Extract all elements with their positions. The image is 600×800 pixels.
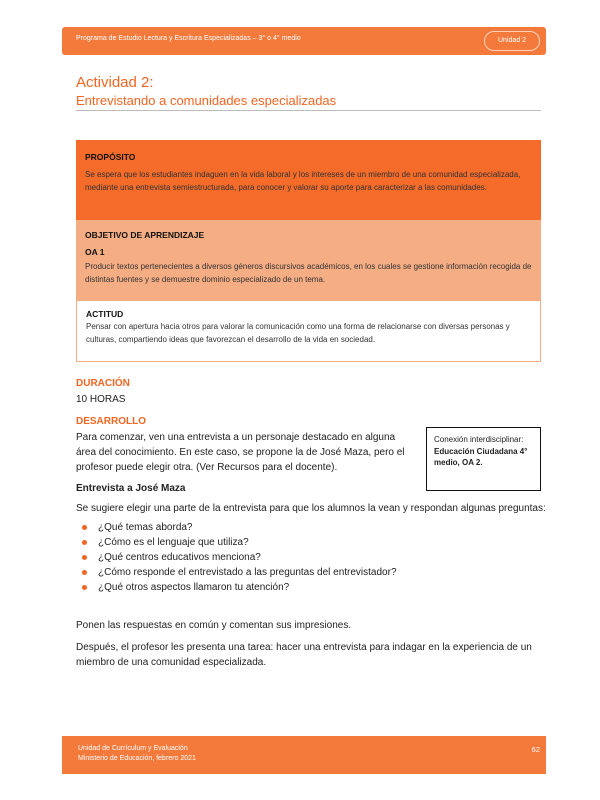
activity-subtitle: Entrevistando a comunidades especializadas bbox=[76, 93, 337, 108]
page-number: 62 bbox=[531, 745, 540, 754]
bullet-icon bbox=[82, 540, 87, 545]
proposito-box bbox=[76, 140, 541, 220]
connection-subject: Educación Ciudadana 4° medio, OA 2. bbox=[434, 446, 528, 467]
activity-title: Actividad 2: bbox=[76, 74, 154, 91]
bullet-icon bbox=[82, 555, 87, 560]
duracion-value: 10 HORAS bbox=[76, 394, 126, 405]
list-item: ¿Qué otros aspectos llamaron tu atención? bbox=[82, 580, 397, 595]
list-item: ¿Cómo es el lenguaje que utiliza? bbox=[82, 535, 397, 550]
actitud-box bbox=[76, 300, 541, 362]
unit-badge: Unidad 2 bbox=[484, 31, 540, 51]
list-item: ¿Qué temas aborda? bbox=[82, 520, 397, 535]
program-title: Programa de Estudio Lectura y Escritura Especializadas – 3° o 4° medio bbox=[76, 35, 301, 42]
connection-label: Conexión interdisciplinar: bbox=[434, 435, 524, 444]
objetivo-heading: OBJETIVO DE APRENDIZAJE bbox=[85, 230, 205, 240]
footer-unit: Unidad de Currículum y Evaluación bbox=[78, 745, 188, 752]
oa-label: OA 1 bbox=[85, 247, 105, 257]
interview-title: Entrevista a José Maza bbox=[76, 483, 186, 494]
desarrollo-intro: Para comenzar, ven una entrevista a un personaje destacado en alguna área del conocimiento. En este caso, se propone la de José Maza, pero el profesor puede elegir otra. (Ver Recursos para el docente). bbox=[76, 432, 405, 473]
bullet-icon bbox=[82, 525, 87, 530]
footer-bar bbox=[62, 736, 546, 774]
proposito-heading: PROPÓSITO bbox=[85, 152, 136, 162]
objetivo-text: Producir textos pertenecientes a diversos géneros discursivos académicos, en los cuales se gestione información recogida de distintas fuentes y se demuestre dominio especializado de un tema. bbox=[85, 262, 532, 284]
duracion-heading: DURACIÓN bbox=[76, 378, 130, 389]
after-text-1: Ponen las respuestas en común y comentan sus impresiones. bbox=[76, 620, 352, 631]
title-divider bbox=[76, 110, 541, 111]
desarrollo-heading: DESARROLLO bbox=[76, 416, 146, 427]
after-text-2: Después, el profesor les presenta una tarea: hacer una entrevista para indagar en la experiencia de un miembro de una comunidad especializada. bbox=[76, 642, 532, 668]
header-bar bbox=[62, 27, 546, 55]
objetivo-box bbox=[76, 220, 541, 300]
actitud-text: Pensar con apertura hacia otros para valorar la comunicación como una forma de relacionarse con diversas personas y culturas, compartiendo ideas que favorezcan el desarrollo de la vida en sociedad. bbox=[86, 322, 510, 344]
footer-ministry: Ministerio de Educación, febrero 2021 bbox=[78, 755, 196, 762]
suggestion-text: Se sugiere elegir una parte de la entrevista para que los alumnos la vean y respondan algunas preguntas: bbox=[76, 503, 546, 514]
connection-box bbox=[426, 427, 541, 491]
list-item: ¿Cómo responde el entrevistado a las preguntas del entrevistador? bbox=[82, 565, 397, 580]
questions-list bbox=[82, 520, 397, 595]
actitud-heading: ACTITUD bbox=[86, 309, 124, 319]
bullet-icon bbox=[82, 585, 87, 590]
list-item: ¿Qué centros educativos menciona? bbox=[82, 550, 397, 565]
bullet-icon bbox=[82, 570, 87, 575]
proposito-text: Se espera que los estudiantes indaguen en la vida laboral y los intereses de un miembro de una comunidad especializada, mediante una entrevista semiestructurada, para conocer y valorar su aporte para caracterizar a las comunidades. bbox=[85, 170, 521, 192]
